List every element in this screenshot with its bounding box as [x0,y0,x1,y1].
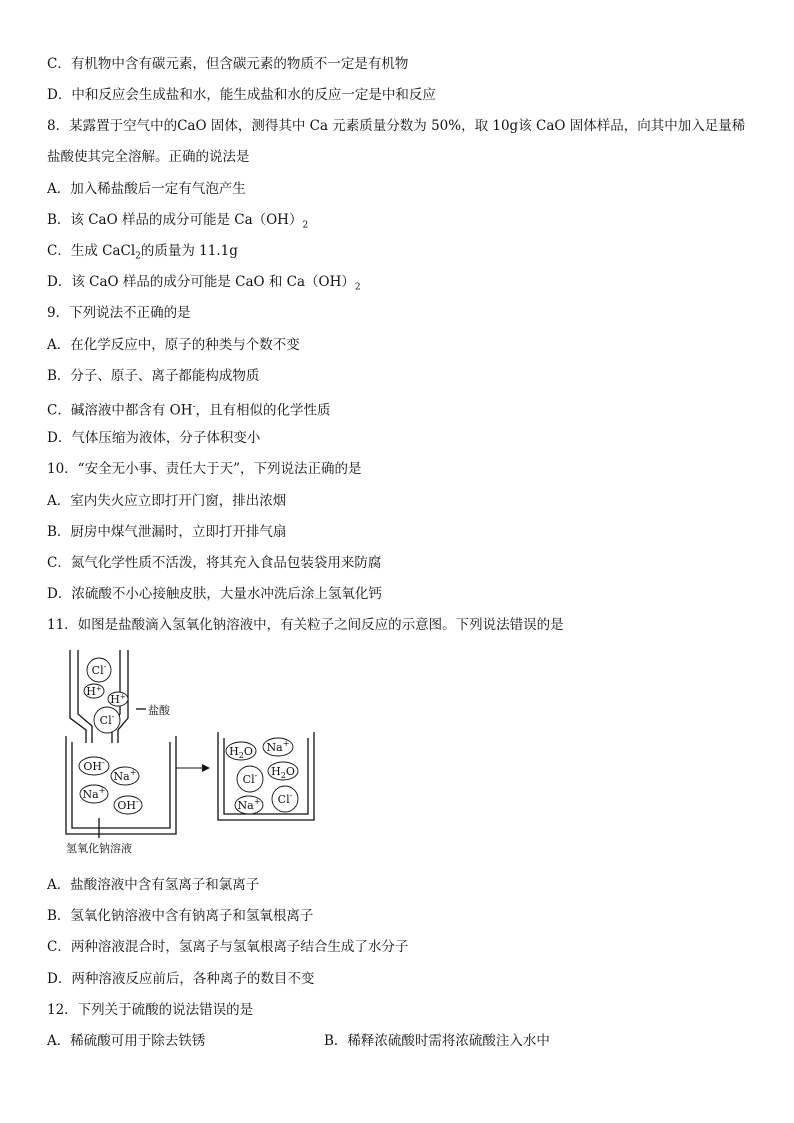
q11-option-d: D．两种溶液反应前后，各种离子的数目不变 [47,971,315,987]
ion-h-label: H+ [86,685,102,698]
ion-na-label: Na+ [82,786,106,801]
q12-option-a: A．稀硫酸可用于除去铁锈 [47,1033,206,1049]
q9-option-c-text: C．碱溶液中都含有 OH [47,402,193,419]
label-sodium-hydroxide-solution: 氢氧化钠溶液 [66,842,132,855]
q8-option-b [47,211,308,235]
ion-na-label: Na+ [266,739,290,754]
q9-option-b: B．分子、原子、离子都能构成物质 [47,368,260,384]
ion-h-label: H+ [110,693,126,706]
q8-option-d-subscript: 2 [354,282,361,293]
q7-option-d: D．中和反应会生成盐和水，能生成盐和水的反应一定是中和反应 [47,87,436,103]
neutralization-diagram-svg [56,648,326,858]
q8-option-c-text: C．生成 CaCl [47,243,136,259]
q9-stem: 9．下列说法不正确的是 [47,305,191,321]
q11-option-a: A．盐酸溶液中含有氢离子和氯离子 [47,877,260,893]
ion-cl-label: Cl- [242,771,258,786]
q11-stem: 11．如图是盐酸滴入氢氧化钠溶液中，有关粒子之间反应的示意图。下列说法错误的是 [47,617,564,633]
q9-option-d: D．气体压缩为液体，分子体积变小 [47,430,261,446]
q8-option-d [47,273,361,297]
ion-na-label: Na+ [113,768,137,783]
ion-cl-label: Cl- [99,712,115,727]
molecule-h2o-label: $H_2O$ [271,765,295,780]
q11-option-c: C．两种溶液混合时，氢离子与氢氧根离子结合生成了水分子 [47,939,409,955]
ion-oh-label: OH- [117,797,139,812]
q8-stem-line2: 盐酸使其完全溶解。正确的说法是 [47,149,250,165]
q12-option-b: B．稀释浓硫酸时需将浓硫酸注入水中 [324,1033,550,1049]
q12-stem: 12．下列关于硫酸的说法错误的是 [47,1002,254,1018]
q10-option-a: A．室内失火应立即打开门窗，排出浓烟 [47,493,287,509]
q7-option-c: C．有机物中含有碳元素，但含碳元素的物质不一定是有机物 [47,56,409,72]
q8-option-c [47,242,238,266]
ion-oh-label: OH- [83,758,105,773]
ion-cl-label: Cl- [91,662,107,677]
q8-stem-line1: 8．某露置于空气中的CaO 固体，测得其中 Ca 元素质量分数为 50%，取 10g该 CaO 固体样品，向其中加入足量稀 [47,118,746,134]
q9-option-a: A．在化学反应中，原子的种类与个数不变 [47,337,300,353]
ion-na-label: Na+ [237,797,261,812]
q8-option-a: A．加入稀盐酸后一定有气泡产生 [47,181,246,197]
q8-option-c-tail: 的质量为 11.1g [140,243,238,259]
q8-option-b-text: B．该 CaO 样品的成分可能是 Ca（OH） [47,212,303,228]
ion-cl-label: Cl- [277,791,293,806]
q11-option-b: B．氢氧化钠溶液中含有钠离子和氢氧根离子 [47,908,314,924]
q8-option-d-text: D．该 CaO 样品的成分可能是 CaO 和 Ca（OH） [47,274,355,290]
neutralization-diagram [56,648,326,858]
q10-option-d: D．浓硫酸不小心接触皮肤，大量水冲洗后涂上氢氧化钙 [47,586,382,602]
q9-option-c-tail: ，且有相似的化学性质 [195,402,331,419]
molecule-h2o-label: $H_2O$ [229,745,253,760]
q9-option-c-superscript: - [192,402,196,412]
reaction-arrow-head [202,764,210,772]
q10-stem: 10．“安全无小事、责任大于天”，下列说法正确的是 [47,461,362,477]
q8-option-b-subscript: 2 [302,220,309,231]
q8-option-c-subscript: 2 [135,251,141,262]
q10-option-b: B．厨房中煤气泄漏时，立即打开排气扇 [47,524,287,540]
q10-option-c: C．氮气化学性质不活泼，将其充入食品包装袋用来防腐 [47,555,382,571]
q9-option-c [47,398,331,420]
label-hydrochloric-acid: 盐酸 [148,704,170,717]
